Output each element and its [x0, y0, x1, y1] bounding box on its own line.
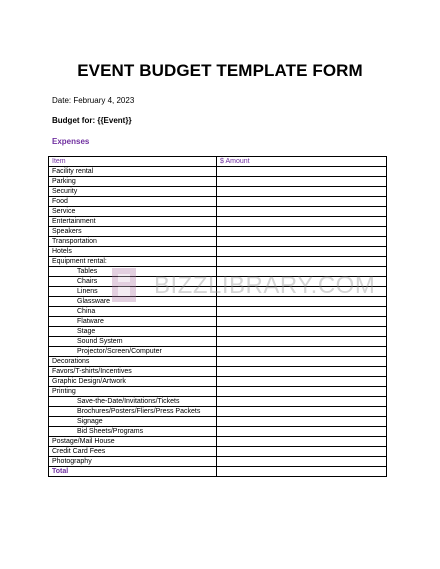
expenses-table [48, 156, 387, 477]
amount-cell[interactable] [217, 267, 387, 277]
total-label: Total [49, 467, 217, 477]
item-cell: Graphic Design/Artwork [49, 377, 217, 387]
amount-cell[interactable] [217, 427, 387, 437]
item-cell: Save-the-Date/Invitations/Tickets [49, 397, 217, 407]
item-cell: Parking [49, 177, 217, 187]
total-row [49, 467, 387, 477]
amount-cell[interactable] [217, 287, 387, 297]
amount-cell[interactable] [217, 187, 387, 197]
item-cell: Speakers [49, 227, 217, 237]
amount-cell[interactable] [217, 177, 387, 187]
amount-cell[interactable] [217, 297, 387, 307]
amount-column-header: $ Amount [217, 157, 387, 167]
amount-cell[interactable] [217, 317, 387, 327]
item-cell: Flatware [49, 317, 217, 327]
budget-for-label: Budget for: {{Event}} [52, 116, 132, 125]
table-header-row [49, 157, 387, 167]
table-row [49, 197, 387, 207]
amount-cell[interactable] [217, 207, 387, 217]
amount-cell[interactable] [217, 307, 387, 317]
item-cell: Glassware [49, 297, 217, 307]
document-title: EVENT BUDGET TEMPLATE FORM [77, 61, 363, 80]
table-row [49, 297, 387, 307]
table-row [49, 437, 387, 447]
amount-cell[interactable] [217, 367, 387, 377]
amount-cell[interactable] [217, 447, 387, 457]
amount-cell[interactable] [217, 197, 387, 207]
item-cell: Sound System [49, 337, 217, 347]
amount-cell[interactable] [217, 387, 387, 397]
item-cell: Entertainment [49, 217, 217, 227]
item-cell: Service [49, 207, 217, 217]
amount-cell[interactable] [217, 337, 387, 347]
table-row [49, 307, 387, 317]
item-cell: Chairs [49, 277, 217, 287]
amount-cell[interactable] [217, 377, 387, 387]
table-row [49, 287, 387, 297]
table-row [49, 207, 387, 217]
item-cell: Printing [49, 387, 217, 397]
item-cell: Bid Sheets/Programs [49, 427, 217, 437]
table-row [49, 447, 387, 457]
watermark-text: BIZZLIBRARY.COM [154, 272, 376, 299]
total-amount-cell[interactable] [217, 467, 387, 477]
item-cell: Equipment rental: [49, 257, 217, 267]
item-cell: Food [49, 197, 217, 207]
amount-cell[interactable] [217, 257, 387, 267]
amount-cell[interactable] [217, 227, 387, 237]
amount-cell[interactable] [217, 217, 387, 227]
table-row [49, 187, 387, 197]
amount-cell[interactable] [217, 347, 387, 357]
item-cell: China [49, 307, 217, 317]
table-row [49, 267, 387, 277]
table-row [49, 317, 387, 327]
amount-cell[interactable] [217, 327, 387, 337]
item-cell: Credit Card Fees [49, 447, 217, 457]
table-row [49, 247, 387, 257]
expenses-heading: Expenses [52, 137, 90, 146]
item-cell: Tables [49, 267, 217, 277]
item-cell: Stage [49, 327, 217, 337]
item-cell: Facility rental [49, 167, 217, 177]
amount-cell[interactable] [217, 397, 387, 407]
item-cell: Transportation [49, 237, 217, 247]
amount-cell[interactable] [217, 277, 387, 287]
table-row [49, 377, 387, 387]
amount-cell[interactable] [217, 357, 387, 367]
table-row [49, 337, 387, 347]
table-row [49, 397, 387, 407]
table-row [49, 417, 387, 427]
table-row [49, 237, 387, 247]
amount-cell[interactable] [217, 457, 387, 467]
table-row [49, 227, 387, 237]
table-row [49, 427, 387, 437]
item-cell: Favors/T-shirts/Incentives [49, 367, 217, 377]
table-row [49, 257, 387, 267]
table-row [49, 217, 387, 227]
document-date: Date: February 4, 2023 [52, 96, 135, 105]
item-cell: Linens [49, 287, 217, 297]
item-cell: Decorations [49, 357, 217, 367]
amount-cell[interactable] [217, 437, 387, 447]
table-row [49, 357, 387, 367]
table-row [49, 177, 387, 187]
table-row [49, 327, 387, 337]
item-cell: Signage [49, 417, 217, 427]
amount-cell[interactable] [217, 417, 387, 427]
table-row [49, 387, 387, 397]
table-row [49, 277, 387, 287]
item-cell: Security [49, 187, 217, 197]
item-cell: Postage/Mail House [49, 437, 217, 447]
item-cell: Hotels [49, 247, 217, 257]
table-row [49, 407, 387, 417]
amount-cell[interactable] [217, 247, 387, 257]
item-column-header: Item [49, 157, 217, 167]
amount-cell[interactable] [217, 407, 387, 417]
amount-cell[interactable] [217, 237, 387, 247]
item-cell: Photography [49, 457, 217, 467]
item-cell: Projector/Screen/Computer [49, 347, 217, 357]
table-row [49, 367, 387, 377]
amount-cell[interactable] [217, 167, 387, 177]
table-row [49, 167, 387, 177]
table-row [49, 347, 387, 357]
item-cell: Brochures/Posters/Fliers/Press Packets [49, 407, 217, 417]
table-row [49, 457, 387, 467]
